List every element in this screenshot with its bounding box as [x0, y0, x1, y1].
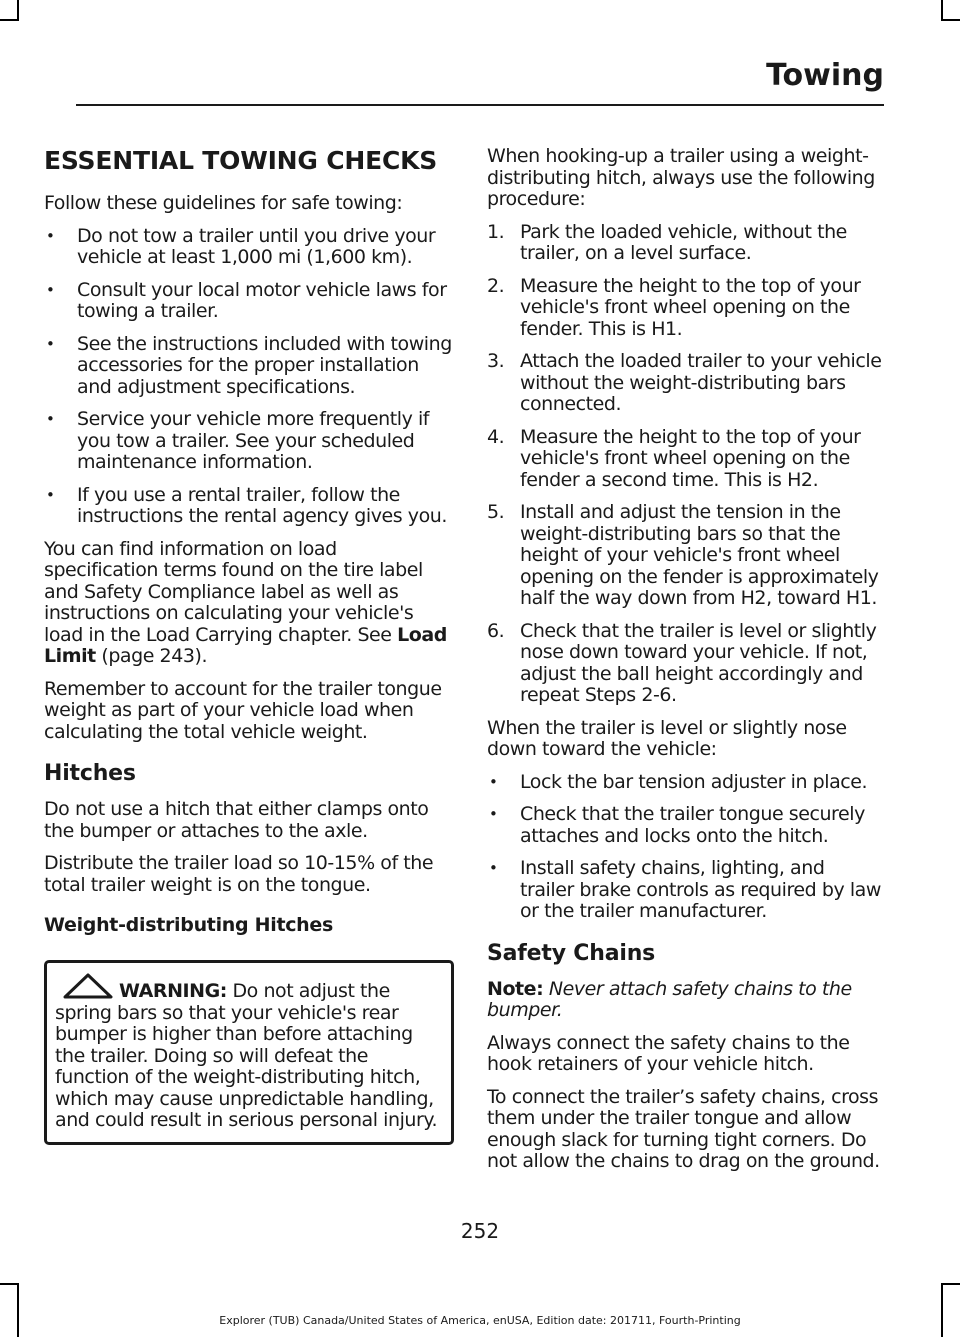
step-item [487, 276, 883, 341]
hitches-paragraph: Do not use a hitch that either clamps onto the bumper or attaches to the axle. [44, 798, 429, 842]
chains-paragraph: Always connect the safety chains to the hook retainers of your vehicle hitch. [487, 1031, 850, 1075]
step-text: Install and adjust the tension in the weight-distributing bars so that the height of your vehicle's front wheel opening on the fender is approximately half the way down from H2, toward H1. [520, 501, 879, 609]
list-item: • Lock the bar tension adjuster in place. [487, 772, 883, 794]
load-text: You can find information on load specification terms found on the tire label and Safety Compliance label as well as instructions on calculating your vehicle's load in the Load Carrying chapter. See [44, 537, 423, 646]
step-number: 2. [487, 274, 505, 297]
list-item: • See the instructions included with towing accessories for the proper installation and adjustment specifications. [44, 334, 454, 399]
step-text: Measure the height to the top of your vehicle's front wheel opening on the fender a second time. This is H2. [520, 425, 861, 491]
load-limit-link[interactable]: Load Limit [44, 623, 447, 667]
procedure-steps [487, 222, 883, 707]
step-item [487, 502, 883, 610]
level-paragraph: When the trailer is level or slightly nose down toward the vehicle: [487, 716, 847, 760]
safety-chains-heading: Safety Chains [487, 940, 656, 966]
header-rule [76, 104, 884, 106]
guidelines-list [44, 226, 454, 528]
step-text: Park the loaded vehicle, without the trailer, on a level surface. [520, 220, 847, 264]
note-paragraph [487, 979, 883, 1022]
section-heading: ESSENTIAL TOWING CHECKS [44, 146, 438, 175]
intro-text: Follow these guidelines for safe towing: [44, 192, 403, 214]
list-item: • If you use a rental trailer, follow the instructions the rental agency gives you. [44, 485, 454, 528]
edition-footer: Explorer (TUB) Canada/United States of America, enUSA, Edition date: 201711, Fourth-Printing [219, 1314, 741, 1327]
step-item [487, 351, 883, 416]
load-page-ref: (page 243). [95, 645, 208, 667]
list-item: • Install safety chains, lighting, and trailer brake controls as required by law or the trailer manufacturer. [487, 858, 883, 923]
crop-mark [0, 1283, 19, 1285]
crop-mark [941, 1283, 960, 1285]
procedure-intro: When hooking-up a trailer using a weight-distributing hitch, always use the following procedure: [487, 145, 875, 210]
load-paragraph [44, 539, 454, 668]
step-number: 5. [487, 501, 505, 523]
warning-label: WARNING: [119, 980, 227, 1002]
step-item [487, 621, 883, 707]
step-number: 3. [487, 350, 505, 372]
list-item: • Service your vehicle more frequently if you tow a trailer. See your scheduled maintenance information. [44, 409, 454, 474]
distribution-paragraph: Distribute the trailer load so 10-15% of the total trailer weight is on the tongue. [44, 852, 434, 896]
step-item [487, 427, 883, 492]
crop-mark [941, 0, 943, 20]
step-text: Attach the loaded trailer to your vehicle without the weight-distributing bars connected. [520, 350, 882, 415]
crop-mark [17, 0, 19, 20]
step-number: 6. [487, 619, 505, 642]
step-text: Check that the trailer is level or slightly nose down toward your vehicle. If not, adjust the ball height accordingly and repeat Steps 2-6. [520, 619, 877, 706]
crop-mark [17, 1283, 19, 1337]
page-header-title: Towing [766, 58, 884, 93]
step-number: 4. [487, 425, 505, 448]
page-number: 252 [460, 1219, 500, 1243]
step-item [487, 222, 883, 265]
step-text: Measure the height to the top of your vehicle's front wheel opening on the fender. This is H1. [520, 274, 861, 340]
list-item: • Check that the trailer tongue securely attaches and locks onto the hitch. [487, 804, 883, 847]
list-item: • Consult your local motor vehicle laws for towing a trailer. [44, 280, 454, 323]
warning-text-block [55, 973, 443, 1132]
crop-mark [0, 19, 19, 21]
note-text: Never attach safety chains to the bumper. [487, 977, 852, 1021]
note-label: Note: [487, 977, 544, 1000]
crop-mark [941, 1283, 943, 1337]
right-column [487, 146, 883, 1184]
list-item: • Do not tow a trailer until you drive your vehicle at least 1,000 mi (1,600 km). [44, 226, 454, 269]
warning-triangle-icon [61, 973, 115, 999]
left-column [44, 146, 454, 1145]
warning-text: Do not adjust the spring bars so that your vehicle's rear bumper is higher than before attaching the trailer. Doing so will defeat the function of the weight-distributing hitch, which may cause unpredictable handling, and could result in serious personal injury. [55, 980, 438, 1131]
tongue-paragraph: Remember to account for the trailer tongue weight as part of your vehicle load when calculating the total vehicle weight. [44, 677, 442, 743]
chains-cross-paragraph: To connect the trailer’s safety chains, cross them under the trailer tongue and allow enough slack for turning tight corners. Do not allow the chains to drag on the ground. [487, 1085, 880, 1172]
level-list [487, 772, 883, 923]
wd-hitches-heading: Weight-distributing Hitches [44, 914, 334, 936]
step-number: 1. [487, 220, 505, 243]
warning-box [44, 960, 454, 1145]
crop-mark [941, 19, 960, 21]
hitches-heading: Hitches [44, 761, 136, 786]
